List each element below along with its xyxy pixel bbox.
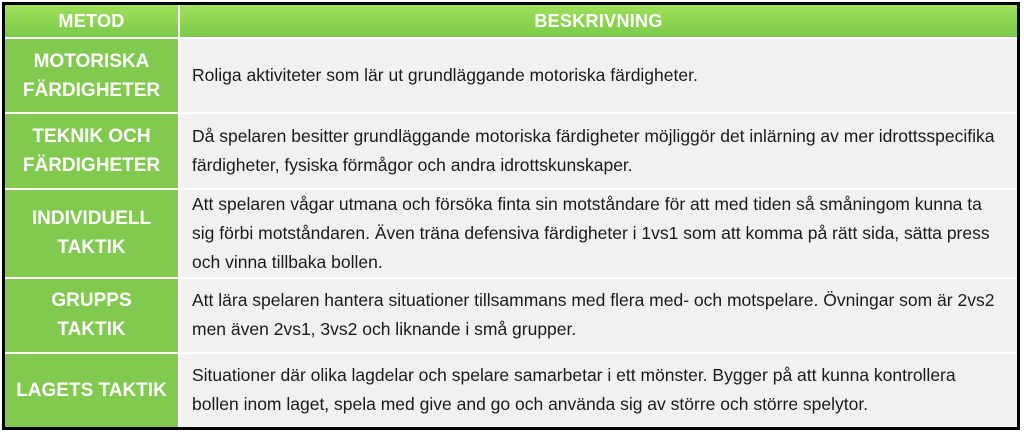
description-cell <box>180 190 1017 277</box>
header-method: METOD <box>5 5 178 37</box>
description-text: Då spelaren besitter grundläggande motoriska färdigheter möjliggör det inlärning av mer idrottsspecifika färdigheter, fysiska förmågor och andra idrottskunskaper. <box>192 125 995 175</box>
method-table <box>5 5 1017 427</box>
description-cell <box>180 354 1017 427</box>
description-cell <box>180 114 1017 187</box>
method-cell: MOTORISKA FÄRDIGHETER <box>5 39 178 112</box>
description-text: Roliga aktiviteter som lär ut grundläggande motoriska färdigheter. <box>192 65 698 86</box>
table-frame <box>2 2 1020 430</box>
method-cell: GRUPPS TAKTIK <box>5 279 178 352</box>
description-text: Situationer där olika lagdelar och spelare samarbetar i ett mönster. Bygger på att kunna kontrollera bollen inom laget, spela med give and go och använda sig av större och större spelytor. <box>192 365 956 415</box>
description-cell <box>180 39 1017 112</box>
method-cell: INDIVIDUELL TAKTIK <box>5 190 178 277</box>
description-cell <box>180 279 1017 352</box>
method-cell: TEKNIK OCH FÄRDIGHETER <box>5 114 178 187</box>
description-text: Att lära spelaren hantera situationer tillsammans med flera med- och motspelare. Övningar som är 2vs2 men även 2vs1, 3vs2 och liknande i små grupper. <box>192 290 995 340</box>
description-text: Att spelaren vågar utmana och försöka finta sin motståndare för att med tiden så småningom kunna ta sig förbi motståndaren. Även träna defensiva färdigheter i 1vs1 som att komma på rätt sida, sätta press och vinna tillbaka bollen. <box>192 193 990 272</box>
method-cell: LAGETS TAKTIK <box>5 354 178 427</box>
header-description: BESKRIVNING <box>180 5 1017 37</box>
